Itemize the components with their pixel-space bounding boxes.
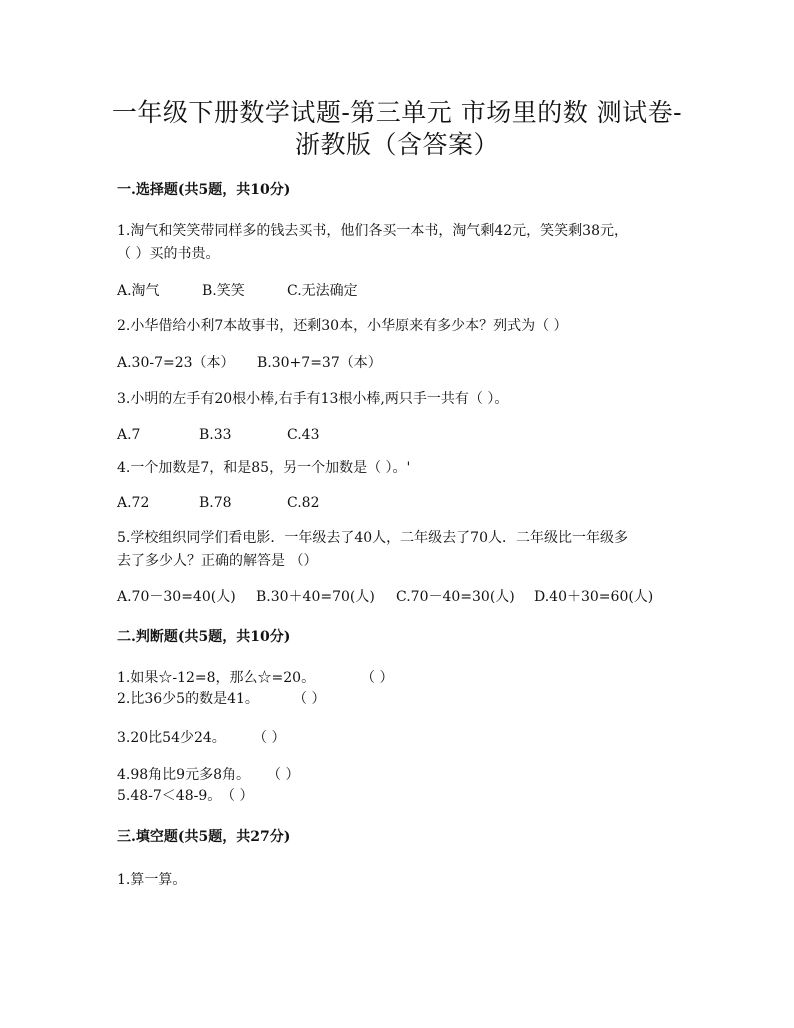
options-row [117,426,319,444]
option-d: D.40＋30=60(人) [534,589,654,605]
judgement-item [117,690,325,708]
question-text: 1.算一算。 [117,872,187,888]
option-b: B.30＋40=70(人) [256,589,375,605]
option-b: B.30+7=37（本） [257,355,382,371]
section-heading-fill: 三.填空题(共5题，共27分) [117,829,291,845]
judgement-text: 1.如果☆-12=8，那么☆=20。 [117,670,316,686]
options-row [117,282,358,300]
option-b: B.33 [199,427,232,443]
options-row [117,354,382,372]
judgement-item [117,766,299,784]
answer-parens: （ ） [267,767,300,783]
option-c: C.43 [287,427,320,443]
page-title-line2: 浙教版（含答案） [294,130,499,159]
page-title-line1: 一年级下册数学试题-第三单元 市场里的数 测试卷- [111,98,683,127]
answer-parens: （ ） [253,730,286,746]
option-c: C.82 [287,495,320,511]
judgement-text: 2.比36少5的数是41。 [117,691,259,707]
answer-parens: （ ） [361,670,394,686]
question-text: 5.学校组织同学们看电影．一年级去了40人，二年级去了70人．二年级比一年级多 [117,530,628,546]
judgement-item [117,787,253,805]
judgement-item [117,669,393,687]
judgement-text: 5.48-7＜48-9。 [117,788,222,804]
option-c: C.无法确定 [287,283,358,299]
answer-parens: （ ） [221,788,254,804]
option-b: B.78 [199,495,232,511]
question-text: 2.小华借给小利7本故事书，还剩30本，小华原来有多少本？列式为（ ） [117,318,568,334]
judgement-item [117,729,285,747]
question-text: 3.小明的左手有20根小棒,右手有13根小棒,两只手一共有（ ）。 [117,391,509,407]
answer-parens: （ ） [293,691,326,707]
question-text: 1.淘气和笑笑带同样多的钱去买书，他们各买一本书，淘气剩42元，笑笑剩38元， [117,223,628,239]
option-a: A.7 [117,427,141,443]
option-b: B.笑笑 [202,283,245,299]
question-text: 4.一个加数是7，和是85，另一个加数是（ ）。' [117,460,411,476]
section-heading-choice: 一.选择题(共5题，共10分) [117,182,291,198]
option-c: C.70－40=30(人) [396,589,515,605]
option-a: A.72 [117,495,150,511]
judgement-text: 3.20比54少24。 [117,730,226,746]
option-a: A.淘气 [117,283,160,299]
question-text: （ ）买的书贵。 [117,246,220,262]
option-a: A.30-7=23（本） [117,355,235,371]
question-text: 去了多少人？正确的解答是 （） [117,553,318,569]
options-row [117,588,653,606]
section-heading-judgement: 二.判断题(共5题，共10分) [117,629,291,645]
option-a: A.70－30=40(人) [117,589,236,605]
judgement-text: 4.98角比9元多8角。 [117,767,250,783]
options-row [117,494,319,512]
